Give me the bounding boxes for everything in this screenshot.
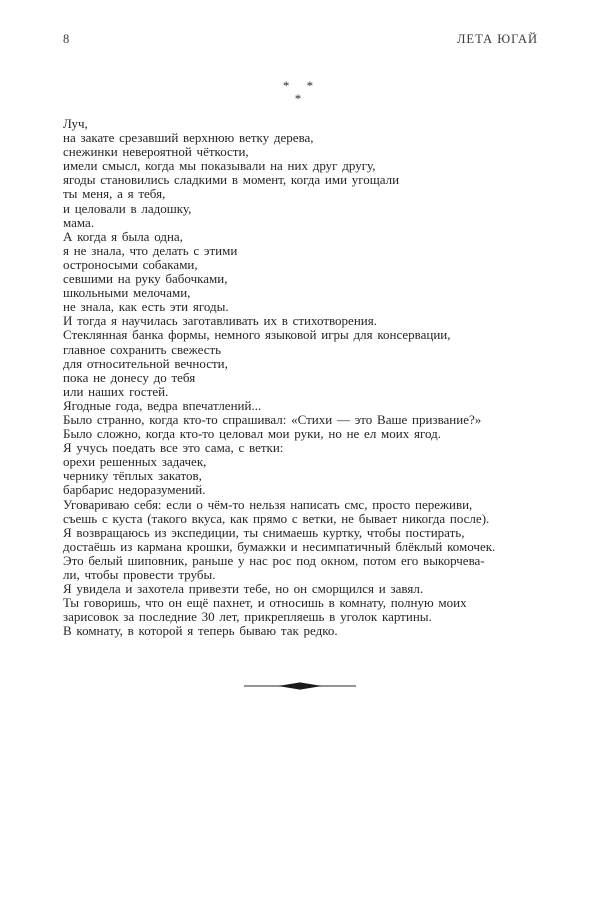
- asterisk-icon: *: [306, 78, 314, 93]
- poem-line: Было странно, когда кто-то спрашивал: «Стихи — это Ваше призвание?»: [63, 411, 482, 427]
- poem-line: школьными мелочами,: [63, 285, 191, 301]
- poem-line: Это белый шиповник, раньше у нас рос под окном, потом его выкорчева-: [63, 552, 485, 568]
- poem-line: главное сохранить свежесть: [63, 341, 222, 357]
- poem-line: съешь с куста (такого вкуса, как прямо с ветки, не бывает никогда после).: [63, 510, 490, 526]
- running-title: ЛЕТА ЮГАЙ: [456, 32, 538, 46]
- poem-line: ли, чтобы провести трубы.: [63, 567, 216, 582]
- poem-line: мама.: [63, 214, 95, 230]
- poem-line: Ты говоришь, что он ещё пахнет, и относишь в комнату, полную моих: [63, 595, 467, 611]
- poem-line: Я увидела и захотела привезти тебе, но он сморщился и завял.: [63, 581, 424, 597]
- poem-line: пока не донесу до тебя: [63, 369, 196, 385]
- poem-line: Луч,: [63, 116, 88, 131]
- poem-line: И тогда я научилась заготавливать их в стихотворения.: [63, 313, 377, 329]
- poem-line: чернику тёплых закатов,: [63, 468, 202, 484]
- poem-line: ягоды становились сладкими в момент, когда ими угощали: [63, 172, 400, 188]
- poem-line: Было сложно, когда кто-то целовал мои руки, но не ел моих ягод.: [63, 426, 441, 442]
- poem-line: В комнату, в которой я теперь бываю так редко.: [63, 623, 338, 639]
- poem-line: не знала, как есть эти ягоды.: [63, 299, 229, 315]
- poem-line: севшими на руку бабочками,: [63, 271, 228, 287]
- poem-line: для относительной вечности,: [63, 355, 228, 371]
- poem-line: я не знала, что делать с этими: [63, 242, 238, 258]
- poem-line: достаёшь из кармана крошки, бумажки и несимпатичный блёклый комочек.: [63, 538, 496, 554]
- poem-text: [63, 117, 541, 638]
- poem-line: имели смысл, когда мы показывали на них друг другу,: [63, 158, 376, 174]
- divider-ornament: [0, 681, 600, 691]
- poem-line: барбарис недоразумений.: [63, 482, 206, 498]
- section-marker: [0, 79, 596, 105]
- page-number: 8: [63, 32, 70, 46]
- poem-line: ты меня, а я тебя,: [63, 186, 166, 202]
- poem-line: А когда я была одна,: [63, 228, 183, 244]
- poem-line: орехи решенных задачек,: [63, 454, 207, 470]
- poem-line: остроносыми собаками,: [63, 256, 198, 272]
- poem-line: Стеклянная банка формы, немного языковой игры для консервации,: [63, 327, 451, 343]
- poem-line: снежинки невероятной чёткости,: [63, 144, 249, 160]
- diamond-rule-icon: [244, 681, 356, 691]
- poem-line: и целовали в ладошку,: [63, 200, 192, 216]
- poem-line: на закате срезавший верхнюю ветку дерева,: [63, 130, 314, 146]
- section-marker-bottom-row: [0, 92, 596, 105]
- asterisk-icon: *: [294, 91, 302, 106]
- poem-line: или наших гостей.: [63, 383, 169, 399]
- page-header: [63, 32, 538, 47]
- poem-line: Я возвращаюсь из экспедиции, ты снимаешь куртку, чтобы постирать,: [63, 524, 465, 540]
- poem-line: зарисовок за последние 30 лет, прикрепляешь в уголок картины.: [63, 609, 432, 625]
- poem-line: Уговариваю себя: если о чём-то нельзя написать смс, просто переживи,: [63, 496, 473, 512]
- poem-line: Я учусь поедать все это сама, с ветки:: [63, 440, 284, 456]
- asterisk-icon: *: [282, 78, 290, 93]
- poem-line: Ягодные года, ведра впечатлений...: [63, 397, 262, 413]
